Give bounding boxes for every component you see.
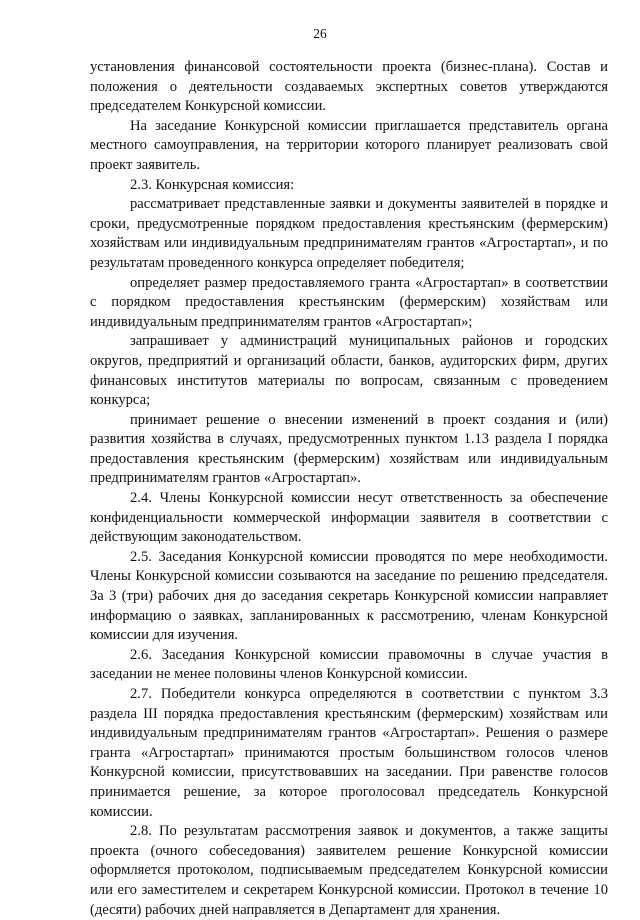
- paragraph-reviews-applications: рассматривает представленные заявки и документы заявителей в порядке и сроки, предусмотренные порядком предоставления крестьянским (фермерским) хозяйствам или индивидуальным предпринимателям грантов «Агростартап», и по результатам проведенного конкурса определяет победителя;: [90, 196, 608, 271]
- page-number: 26: [313, 26, 327, 41]
- section-2-7: 2.7. Победители конкурса определяются в соответствии с пунктом 3.3 раздела III порядка предоставления крестьянским (фермерским) хозяйствам или индивидуальным предпринимателям грантов «Агростартап». Решения о размере гранта «Агростартап» принимаются простым большинством голосов членов Конкурсной комиссии, присутствовавших на заседании. При равенстве голосов принимается решение, за которое проголосовал председатель Конкурсной комиссии.: [90, 686, 608, 820]
- section-2-3-heading: 2.3. Конкурсная комиссия:: [130, 176, 295, 193]
- paragraph-requests-materials: запрашивает у администраций муниципальных районов и городских округов, предприятий и организаций области, банков, аудиторских фирм, других финансовых институтов материалы по вопросам, связанным с проведением конкурса;: [90, 333, 608, 409]
- paragraph-project-changes: принимает решение о внесении изменений в проект создания и (или) развития хозяйства в случаях, предусмотренных пунктом 1.13 раздела I порядка предоставления крестьянским (фермерским) хозяйствам или индивидуальным предпринимателям грантов «Агростартап».: [90, 411, 608, 487]
- paragraph-local-government-representative: На заседание Конкурсной комиссии приглашается представитель органа местного самоуправления, на территории которого планирует реализовать свой проект заявитель.: [90, 117, 608, 173]
- section-2-6: 2.6. Заседания Конкурсной комиссии правомочны в случае участия в заседании не менее половины членов Конкурсной комиссии.: [90, 646, 608, 683]
- paragraph-determines-grant-size: определяет размер предоставляемого гранта «Агростартап» в соответствии с порядком предоставления крестьянским (фермерским) хозяйствам или индивидуальным предпринимателям грантов «Агростартап»;: [90, 274, 608, 330]
- document-body: [90, 58, 608, 920]
- section-2-4: 2.4. Члены Конкурсной комиссии несут ответственность за обеспечение конфиденциальности коммерческой информации заявителя в соответствии с действующим законодательством.: [90, 490, 608, 546]
- section-2-5: 2.5. Заседания Конкурсной комиссии проводятся по мере необходимости. Члены Конкурсной комиссии созываются на заседание по решению председателя. За 3 (три) рабочих дня до заседания секретарь Конкурсной комиссии направляет информацию о заявках, запланированных к рассмотрению, членам Конкурсной комиссии для изучения.: [90, 548, 608, 644]
- paragraph-continuation: установления финансовой состоятельности проекта (бизнес-плана). Состав и положения о деятельности создаваемых экспертных советов утверждаются председателем Конкурсной комиссии.: [90, 59, 608, 115]
- section-2-8: 2.8. По результатам рассмотрения заявок и документов, а также защиты проекта (очного собеседования) заявителем решение Конкурсной комиссии оформляется протоколом, подписываемым председателем Конкурсной комиссии или его заместителем и секретарем Конкурсной комиссии. Протокол в течение 10 (десяти) рабочих дней направляется в Департамент для хранения.: [90, 823, 608, 918]
